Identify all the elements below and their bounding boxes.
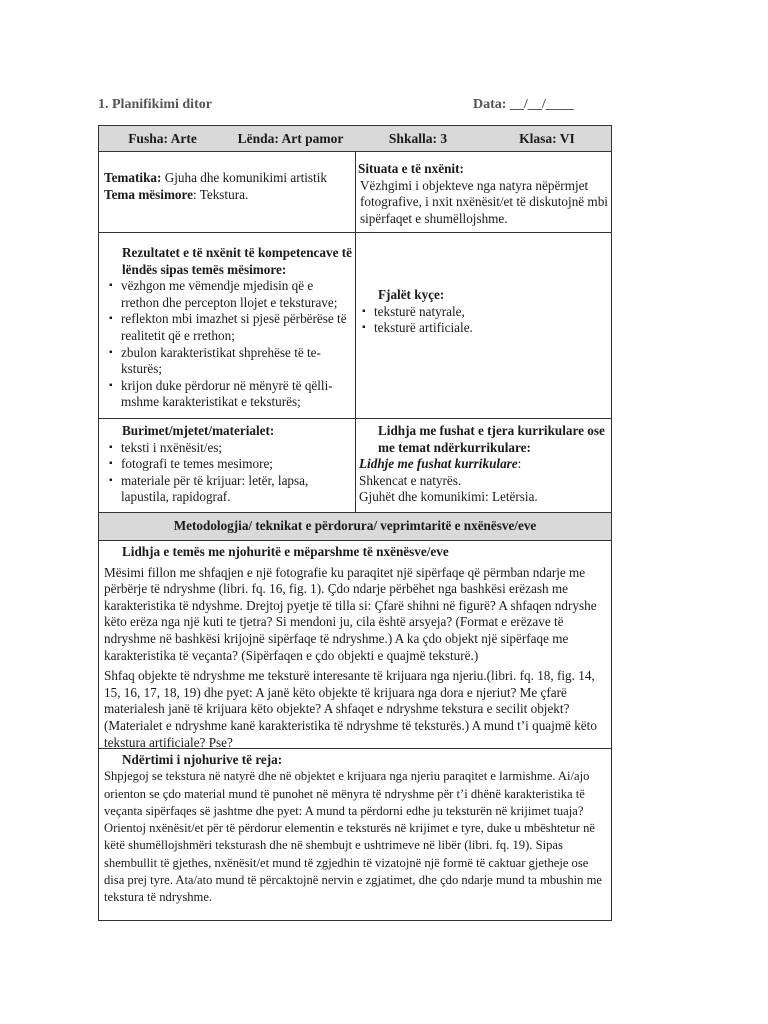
list-item: ▪ teksturë artificiale. [362, 320, 607, 337]
lenda-cell: Lënda: Art pamor [237, 131, 344, 146]
list-item: ▪ vëzhgon me vëmendje mjedisin që e rrethon dhe percepton llojet e teksturave; [109, 278, 353, 311]
tema-value: : Tekstura. [193, 186, 249, 202]
tema-label: Tema mësimore [104, 186, 193, 202]
ndertimi-text: Shpjegoj se tekstura në natyrë dhe në objektet e krijuara nga njeriu paraqitet e larmishme. Ai/ajo orienton se çdo material mund të punohet në mënyra të ndryshme për t’i dhënë karakteristika të veçanta sipërfaqes së jashtme dhe pyet: A mund ta përdorni edhe ju teksturën në krijimet tuaja? Orientoj nxënësit/et për të përdorur elementin e teksturës në krijimet e tyre, duke u mbështetur në këtë shumëllojshmëri teksturash dhe në shembujt e ushtrimeve në libër (libri. fq. 19). Sipas shembullit të gjethes, nxënësit/et mund të zgjedhin të vizatojnë një formë të caktuar gjetheje ose disa prej tyre. Ata/ato mund të përcaktojnë nervin e zgjatimet, dhe çdo ndarje mund ta mbushin me tekstura të ndryshme. [104, 769, 603, 905]
lidhja-line2: Gjuhët dhe komunikimi: Letërsia. [359, 489, 538, 505]
lidhja-title: Lidhja me fushat e tjera kurrikulare ose me temat ndërkurrikulare: [378, 423, 605, 455]
paragraph-1: Mësimi fillon me shfaqjen e një fotografie ku paraqitet një sipërfaqe që përmban ndarje me përbërje të ndryshme (libri. fq. 16, fig. 1). Çdo ndarje përbëhet nga bashkësi erëzash me karakteristika të ndyshme. Drejtoj pyetje të tilla si: Çfarë shihni në figurë? A shfaqen ndryshe këto erëza nga një kuti te tjetra? Si mendoni ju, cila është arsyeja? (Format e erëzave të ndryshme në bashkësi krijojnë sipërfaqe të ndryshme.) A ka çdo objekt një sipërfaqe me karakteristika të veçanta? (Sipërfaqen e çdo objekti e quajmë teksturë.) [104, 564, 597, 663]
list-item: ▪ krijon duke përdorur në mënyrë të qëlli-mshme karakteristikat e teksturës; [109, 378, 353, 411]
burimet-title: Burimet/mjetet/materialet: [122, 423, 275, 438]
fjalet-title: Fjalët kyçe: [378, 287, 445, 302]
burimet-list [109, 440, 353, 506]
rezultatet-block [109, 245, 353, 411]
lidhja-line1: Shkencat e natyrës. [359, 472, 462, 488]
list-item: ▪ teksti i nxënësit/es; [109, 440, 353, 457]
rezultatet-title: Rezultatet e të nxënit të kompetencave të lëndës sipas temës mësimore: [122, 245, 352, 277]
lidhja-block [359, 423, 609, 506]
list-item: ▪ materiale për të krijuar: letër, lapsa, lapustila, rapidograf. [109, 473, 353, 506]
fjalet-block [362, 287, 607, 337]
ndertimi-title: Ndërtimi i njohurive të reja: [122, 752, 283, 767]
fjalet-list [362, 304, 607, 337]
situata-text: Vëzhgimi i objekteve nga natyra nëpërmjet fotografive, i nxit nxënësit/et të diskutojnë mbi sipërfaqet e shumëllojshme. [360, 177, 608, 226]
tematika-block [104, 170, 354, 203]
date-field: Data: __/__/____ [473, 97, 574, 112]
page-heading: 1. Planifikimi ditor [98, 97, 212, 112]
metodologjia-heading: Metodologjia/ teknikat e përdorura/ veprimtaritë e nxënësve/eve [173, 518, 537, 533]
tematika-label: Tematika: [104, 170, 162, 185]
list-item: ▪ teksturë natyrale, [362, 304, 607, 321]
tematika-value: Gjuha dhe komunikimi artistik [161, 170, 327, 185]
list-item: ▪ reflekton mbi imazhet si pjesë përbërëse të realitetit që e rrethon; [109, 311, 353, 344]
paragraph-2: Shfaq objekte të ndryshme me teksturë interesante të krijuara nga njeriu.(libri. fq. 18, fig. 14, 15, 16, 17, 18, 19) dhe pyet: A janë këto objekte të krijuara nga dora e njeriut? Me çfarë materialesh janë të krijuara këto objekte? A shfaqet e ndryshme tekstura e secilit objekt? (Materialet e ndryshme kanë karakteristika të ndryshme të teksturës.) A mund t’i quajmë këto tekstura artificiale? Pse? [104, 668, 597, 750]
lidhja-subtitle: Lidhje me fushat kurrikulare [359, 456, 518, 472]
list-item: ▪ fotografi te temes mesimore; [109, 456, 353, 473]
ndertimi-block [104, 751, 610, 907]
lidhja-njohurite-block [104, 544, 610, 751]
lidhja-njohurite-title: Lidhja e temës me njohuritë e mëparshme të nxënësve/eve [122, 544, 449, 559]
burimet-block [109, 423, 353, 506]
lidhja-colon: : [517, 456, 522, 472]
shkalla-cell: Shkalla: 3 [388, 131, 448, 146]
fusha-cell: Fusha: Arte [128, 131, 197, 146]
rezultatet-list [109, 278, 353, 411]
list-item: ▪ zbulon karakteristikat shprehëse të te-ksturës; [109, 345, 353, 378]
situata-title: Situata e të nxënit: [358, 161, 464, 176]
situata-block [358, 161, 608, 227]
klasa-cell: Klasa: VI [519, 131, 575, 146]
